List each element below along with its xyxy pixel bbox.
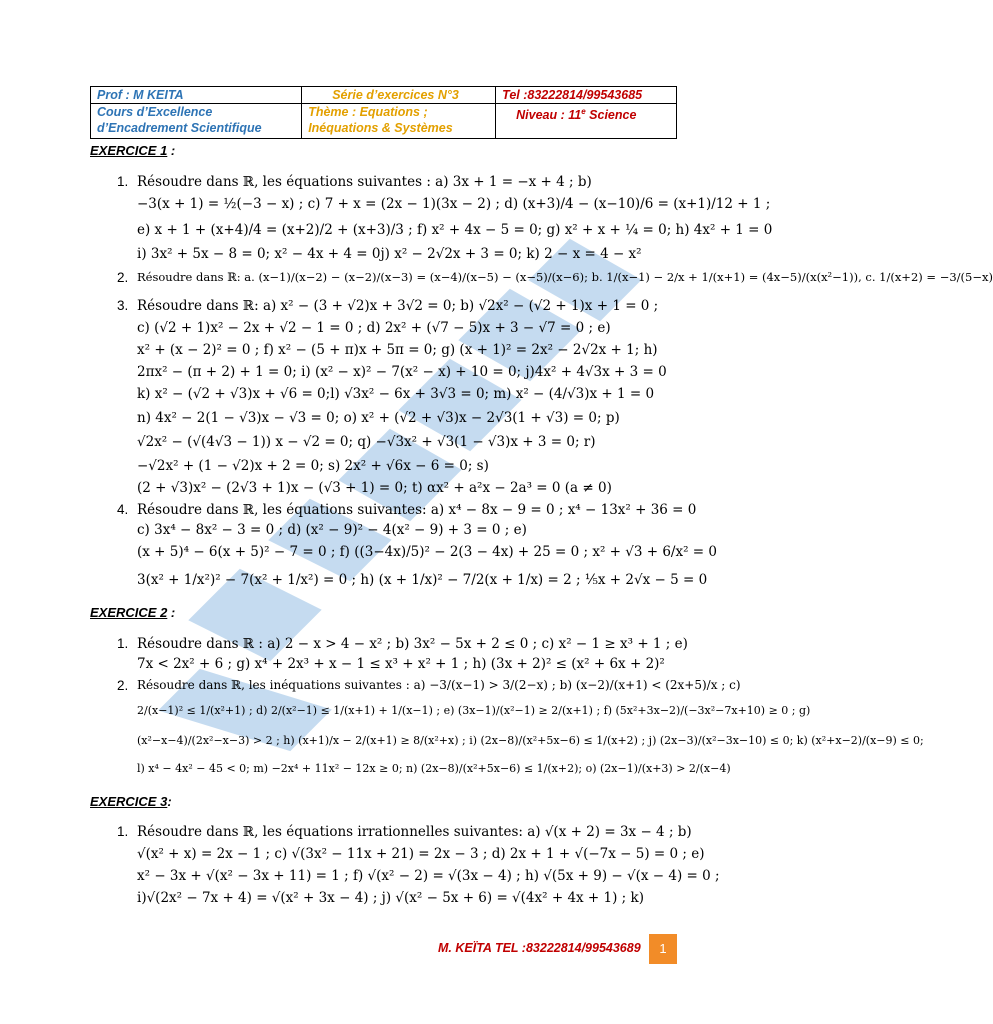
exercise-1-title-text: EXERCICE 1 xyxy=(90,143,168,158)
ex2-line: Résoudre dans ℝ, les inéquations suivantes : a) −3/(x−1) > 3/(2−x) ; b) (x−2)/(x+1) < (2x+5)/x ; c) xyxy=(137,678,741,692)
exercise-2-title xyxy=(90,605,175,620)
ex3-line: i)√(2x² − 7x + 4) = √(x² + 3x − 4) ; j) √(x² − 5x + 6) = √(4x² + 4x + 1) ; k) xyxy=(137,890,644,906)
prof-cell: Prof : M KEITA xyxy=(91,87,302,104)
ex2-num-1: 1. xyxy=(117,636,129,651)
ex1-line: Résoudre dans ℝ: a. (x−1)/(x−2) − (x−2)/(x−3) = (x−4)/(x−5) − (x−5)/(x−6); b. 1/(x−1) − 2/x + 1/(x+1) = (4x−5)/(x(x²−1)), c. 1/(x+2) = −3/(5−x) xyxy=(137,270,993,284)
exercise-2-title-text: EXERCICE 2 xyxy=(90,605,168,620)
exercise-3-title-text: EXERCICE 3 xyxy=(90,794,168,809)
exercise-2-colon: : xyxy=(167,605,176,620)
ex1-line: e) x + 1 + (x+4)/4 = (x+2)/2 + (x+3)/3 ; f) x² + 4x − 5 = 0; g) x² + x + ¼ = 0; h) 4x² + 1 = 0 xyxy=(137,222,773,238)
ex3-line: √(x² + x) = 2x − 1 ; c) √(3x² − 11x + 21) = 2x − 3 ; d) 2x + 1 + √(−7x − 5) = 0 ; e) xyxy=(137,846,705,862)
ex1-line: k) x² − (√2 + √3)x + √6 = 0;l) √3x² − 6x + 3√3 = 0; m) x² − (4/√3)x + 1 = 0 xyxy=(137,386,655,402)
ex1-line: c) 3x⁴ − 8x² − 3 = 0 ; d) (x² − 9)² − 4(x² − 9) + 3 = 0 ; e) xyxy=(137,522,527,538)
ex1-num-1: 1. xyxy=(117,174,129,189)
ex1-num-2: 2. xyxy=(117,270,129,285)
ex1-line: −√2x² + (1 − √2)x + 2 = 0; s) 2x² + √6x − 6 = 0; s) xyxy=(137,458,489,474)
exercise-3-colon: : xyxy=(167,794,172,809)
niveau-label: Niveau : 11 xyxy=(516,108,582,123)
ex2-num-2: 2. xyxy=(117,678,129,693)
school-line2: d’Encadrement Scientifique xyxy=(97,121,262,135)
ex3-line: x² − 3x + √(x² − 3x + 11) = 1 ; f) √(x² − 2) = √(3x − 4) ; h) √(5x + 9) − √(x − 4) = 0 ; xyxy=(137,868,720,884)
ex1-line: √2x² − (√(4√3 − 1)) x − √2 = 0; q) −√3x² + √3(1 − √3)x + 3 = 0; r) xyxy=(137,434,596,450)
ex2-line: (x²−x−4)/(2x²−x−3) > 2 ; h) (x+1)/x − 2/(x+1) ≥ 8/(x²+x) ; i) (2x−8)/(x²+5x−6) ≤ 1/(x+2) ; j) (2x−3)/(x²−3x−10) ≤ 0; k) (x²+x−2)/(x−9) ≤ 0; xyxy=(137,734,924,747)
ex1-line: (x + 5)⁴ − 6(x + 5)² − 7 = 0 ; f) ((3−4x)/5)² − 2(3 − 4x) + 25 = 0 ; x² + √3 + 6/x² = 0 xyxy=(137,544,717,560)
ex2-line: 7x < 2x² + 6 ; g) x⁴ + 2x³ + x − 1 ≤ x³ + x² + 1 ; h) (3x + 2)² ≤ (x² + 6x + 2)² xyxy=(137,656,665,672)
exercise-1-title xyxy=(90,143,175,158)
ex1-line: Résoudre dans ℝ, les équations suivantes : a) 3x + 1 = −x + 4 ; b) xyxy=(137,174,592,190)
footer-text: M. KEÏTA TEL :83222814/99543689 xyxy=(438,941,641,955)
ex1-line: n) 4x² − 2(1 − √3)x − √3 = 0; o) x² + (√2 + √3)x − 2√3(1 + √3) = 0; p) xyxy=(137,410,620,426)
ex1-line: 2πx² − (π + 2) + 1 = 0; i) (x² − x)² − 7(x² − x) + 10 = 0; j)4x² + 4√3x + 3 = 0 xyxy=(137,364,667,380)
ex1-line: x² + (x − 2)² = 0 ; f) x² − (5 + π)x + 5π = 0; g) (x + 1)² = 2x² − 2√2x + 1; h) xyxy=(137,342,658,358)
exercise-1-colon: : xyxy=(167,143,176,158)
ex2-line: Résoudre dans ℝ : a) 2 − x > 4 − x² ; b) 3x² − 5x + 2 ≤ 0 ; c) x² − 1 ≥ x³ + 1 ; e) xyxy=(137,636,688,652)
ex1-line: (2 + √3)x² − (2√3 + 1)x − (√3 + 1) = 0; t) αx² + a²x − 2a³ = 0 (a ≠ 0) xyxy=(137,480,612,496)
theme-line1: Thème : Equations ; xyxy=(308,105,428,119)
ex3-num-1: 1. xyxy=(117,824,129,839)
niveau-sup: e xyxy=(581,107,586,116)
ex2-line: 2/(x−1)² ≤ 1/(x²+1) ; d) 2/(x²−1) ≤ 1/(x+1) + 1/(x−1) ; e) (3x−1)/(x²−1) ≥ 2/(x+1) ; f) (5x²+3x−2)/(−3x²−7x+10) ≥ 0 ; g) xyxy=(137,704,811,717)
school-line1: Cours d’Excellence xyxy=(97,105,213,119)
tel-cell: Tel :83222814/99543685 xyxy=(496,87,677,104)
ex1-line: Résoudre dans ℝ: a) x² − (3 + √2)x + 3√2 = 0; b) √2x² − (√2 + 1)x + 1 = 0 ; xyxy=(137,298,659,314)
niveau-end: Science xyxy=(585,108,637,123)
theme-line2: Inéquations & Systèmes xyxy=(308,121,453,135)
ex1-line: c) (√2 + 1)x² − 2x + √2 − 1 = 0 ; d) 2x² + (√7 − 5)x + 3 − √7 = 0 ; e) xyxy=(137,320,611,336)
header-table xyxy=(90,86,677,139)
serie-cell: Série d’exercices N°3 xyxy=(302,87,496,104)
exercise-3-title xyxy=(90,794,172,809)
ex2-line: l) x⁴ − 4x² − 45 < 0; m) −2x⁴ + 11x² − 12x ≥ 0; n) (2x−8)/(x²+5x−6) ≤ 1/(x+2); o) (2x−1)/(x+3) > 2/(x−4) xyxy=(137,762,731,775)
school-cell xyxy=(91,104,302,139)
ex3-line: Résoudre dans ℝ, les équations irrationnelles suivantes: a) √(x + 2) = 3x − 4 ; b) xyxy=(137,824,692,840)
ex1-line: −3(x + 1) = ½(−3 − x) ; c) 7 + x = (2x − 1)(3x − 2) ; d) (x+3)/4 − (x−10)/6 = (x+1)/12 + 1 ; xyxy=(137,196,771,212)
theme-cell xyxy=(302,104,496,139)
niveau-cell xyxy=(496,104,677,139)
ex1-line: Résoudre dans ℝ, les équations suivantes: a) x⁴ − 8x − 9 = 0 ; x⁴ − 13x² + 36 = 0 xyxy=(137,502,697,518)
ex1-num-3: 3. xyxy=(117,298,129,313)
ex1-line: 3(x² + 1/x²)² − 7(x² + 1/x²) = 0 ; h) (x + 1/x)² − 7/2(x + 1/x) = 2 ; ⅕x + 2√x − 5 = 0 xyxy=(137,572,708,588)
ex1-line: i) 3x² + 5x − 8 = 0; x² − 4x + 4 = 0j) x² − 2√2x + 3 = 0; k) 2 − x = 4 − x² xyxy=(137,246,642,262)
page-number: 1 xyxy=(649,934,677,964)
ex1-num-4: 4. xyxy=(117,502,129,517)
